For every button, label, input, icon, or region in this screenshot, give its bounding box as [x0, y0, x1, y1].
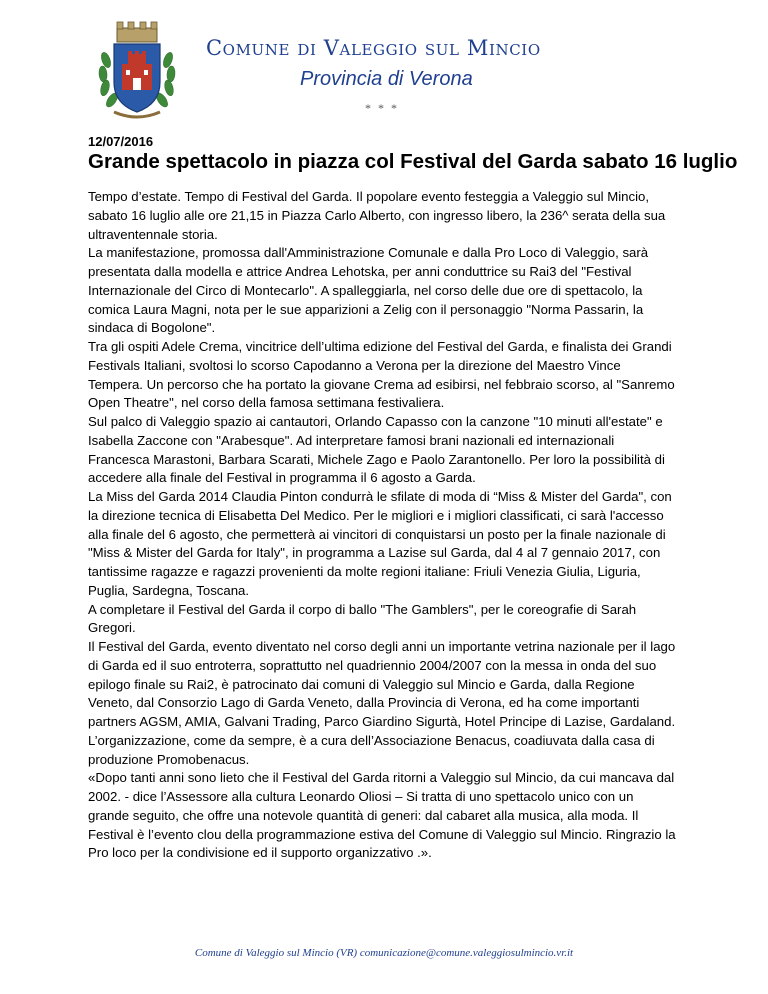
- article-paragraph: A completare il Festival del Garda il corpo di ballo "The Gamblers", per le coreografie di Sarah Gregori.: [88, 601, 637, 636]
- province-name: Provincia di Verona: [300, 68, 473, 90]
- article-date: 12/07/2016: [88, 134, 154, 149]
- article-title: Grande spettacolo in piazza col Festival del Garda sabato 16 luglio: [88, 150, 738, 173]
- article-paragraph: Tempo d’estate. Tempo di Festival del Garda. Il popolare evento festeggia a Valeggio sul Mincio, sabato 16 luglio alle ore 21,15 in Piazza Carlo Alberto, con ingresso libero, la 236^ serata della sua ultraventennale storia.: [88, 189, 666, 242]
- article-body: [88, 188, 678, 863]
- municipal-crest-icon: [92, 20, 182, 125]
- article-paragraph: Tra gli ospiti Adele Crema, vincitrice dell’ultima edizione del Festival del Garda, e finalista dei Grandi Festivals Italiani, svoltosi lo scorso Capodanno a Verona per la direzione del Maestro Vince Tempera. Un percorso che ha portato la giovane Crema ad esibirsi, nel febbraio scorso, al "Sanremo Open Theatre", nel corso della famosa settimana festivaliera.: [88, 339, 675, 411]
- article-paragraph: La Miss del Garda 2014 Claudia Pinton condurrà le sfilate di moda di “Miss & Mister del Garda", con la direzione tecnica di Elisabetta Del Medico. Per le migliori e i migliori classificati, ci sarà l'accesso alla finale del 6 agosto, che permetterà ai vincitori di conquistarsi un posto per la finale nazionale di "Miss & Mister del Garda for Italy", in programma a Lazise sul Garda, dal 4 al 7 gennaio 2017, con tantissime ragazze e ragazzi provenienti da molte regioni italiane: Friuli Venezia Giulia, Liguria, Puglia, Sardegna, Toscana.: [88, 489, 672, 598]
- article-paragraph: Sul palco di Valeggio spazio ai cantautori, Orlando Capasso con la canzone "10 minuti all'estate" e Isabella Zaccone con "Arabesque". Ad interpretare famosi brani nazionali ed internazionali Francesca Marastoni, Barbara Scarati, Michele Zago e Paolo Zarantonello. Per loro la possibilità di accedere alla finale del Festival in programma il 6 agosto a Garda.: [88, 414, 665, 486]
- page-footer: Comune di Valeggio sul Mincio (VR) comunicazione@comune.valeggiosulmincio.vr.it: [194, 947, 574, 959]
- municipality-name: Comune di Valeggio sul Mincio: [206, 36, 541, 60]
- article-paragraph: Il Festival del Garda, evento diventato nel corso degli anni un importante vetrina nazionale per il lago di Garda ed il suo entroterra, soprattutto nel quadriennio 2004/2007 con la messa in onda del suo epilogo finale su Rai2, è patrocinato dai comuni di Valeggio sul Mincio e Garda, dalla Regione Veneto, dal Consorzio Lago di Garda Veneto, dalla Provincia di Verona, ed ha come importanti partners AGSM, AMIA, Galvani Trading, Parco Giardino Sigurtà, Hotel Principe di Lazise, Gardaland. L’organizzazione, come da sempre, è a cura dell’Associazione Benacus, coadiuvata dalla casa di produzione Promobenacus.: [88, 639, 676, 767]
- article-paragraph: La manifestazione, promossa dall'Amministrazione Comunale e dalla Pro Loco di Valeggio, sarà presentata dalla modella e attrice Andrea Lehotska, per anni conduttrice su Rai3 del "Festival Internazionale del Circo di Montecarlo". A spalleggiarla, nel corso delle due ore di spettacolo, la comica Laura Magni, nota per le sue apparizioni a Zelig con il personaggio "Norma Passarin, la sindaca di Bogolone".: [88, 245, 649, 336]
- header-separator: * * *: [365, 101, 399, 115]
- article-paragraph: «Dopo tanti anni sono lieto che il Festival del Garda ritorni a Valeggio sul Mincio, da cui mancava dal 2002. - dice l’Assessore alla cultura Leonardo Oliosi – Si tratta di uno spettacolo unico con un grande seguito, che offre una notevole quantità di generi: dal cabaret alla musica, alla moda. Il Festival è l’evento clou della programmazione estiva del Comune di Valeggio sul Mincio. Ringrazio la Pro loco per la condivisione ed il supporto organizzativo .».: [88, 770, 676, 861]
